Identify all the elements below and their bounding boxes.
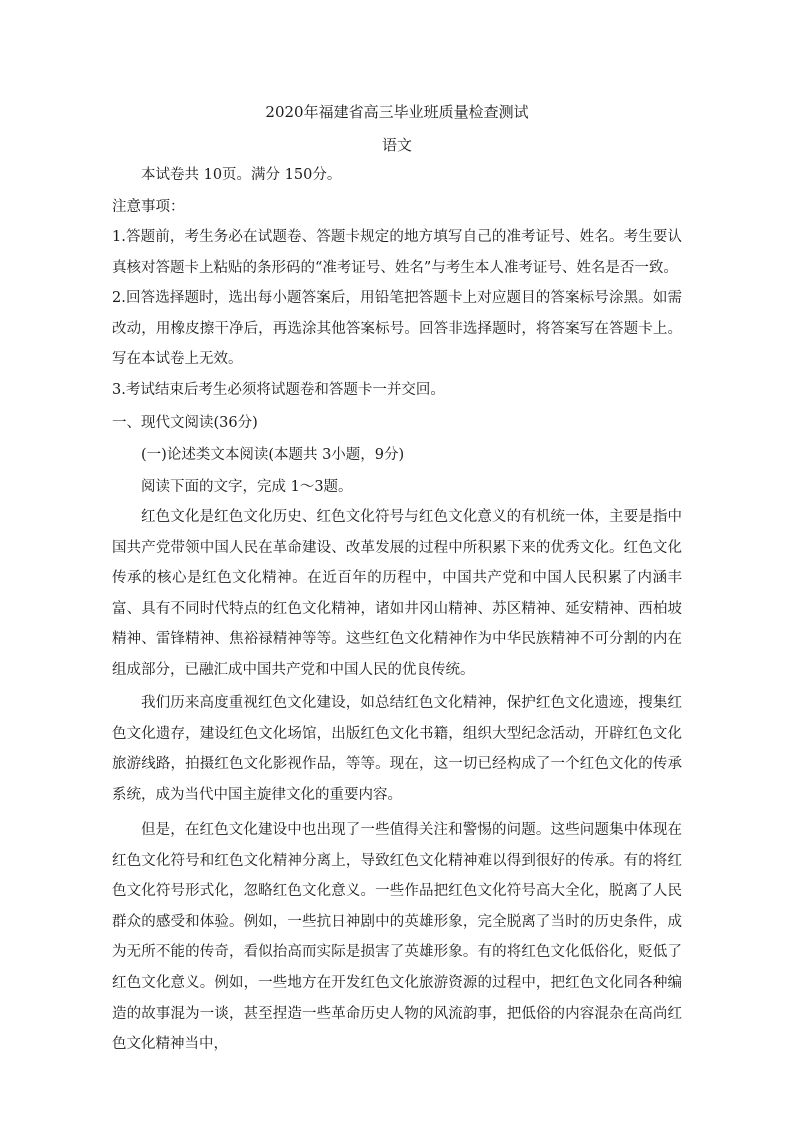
note-item: 2.回答选择题时，选出每小题答案后，用铅笔把答题卡上对应题目的答案标号涂黑。如需改动，用橡皮擦干净后，再选涂其他答案标号。回答非选择题时，将答案写在答题卡上。写在本试卷上无效。 — [112, 290, 682, 367]
passage-paragraph: 我们历来高度重视红色文化建设，如总结红色文化精神，保护红色文化遗迹，搜集红色文化遗存，建设红色文化场馆，出版红色文化书籍，组织大型纪念活动，开辟红色文化旅游线路，拍摄红色文化影视作品，等等。现在，这一切已经构成了一个红色文化的传承系统，成为当代中国主旋律文化的重要内容。 — [112, 695, 682, 803]
note-item: 1.答题前，考生务必在试题卷、答题卡规定的地方填写自己的准考证号、姓名。考生要认真核对答题卡上粘贴的条形码的“准考证号、姓名”与考生本人准考证号、姓名是否一致。 — [112, 229, 682, 276]
note-item: 3.考试结束后考生必须将试题卷和答题卡一并交回。 — [112, 381, 445, 398]
passage-paragraph: 红色文化是红色文化历史、红色文化符号与红色文化意义的有机统一体，主要是指中国共产党带领中国人民在革命建设、改革发展的过程中所积累下来的优秀文化。红色文化传承的核心是红色文化精神。在近百年的历程中，中国共产党和中国人民积累了内涵丰富、具有不同时代特点的红色文化精神，诸如井冈山精神、苏区精神、延安精神、西柏坡精神、雷锋精神、焦裕禄精神等等。这些红色文化精神作为中华民族精神不可分割的内在组成部分，已融汇成中国共产党和中国人民的优良传统。 — [112, 509, 682, 678]
notes-list — [112, 222, 682, 405]
reading-instruction: 阅读下面的文字，完成 1～3题。 — [141, 479, 353, 495]
exam-summary: 本试卷共 10页。满分 150分。 — [141, 167, 342, 183]
exam-title: 2020年福建省高三毕业班质量检查测试 — [265, 103, 529, 121]
section-subheading: (一)论述类文本阅读(本题共 3小题，9分) — [141, 447, 405, 463]
subject-title: 语文 — [381, 136, 412, 154]
passage-paragraph: 但是，在红色文化建设中也出现了一些值得关注和警惕的问题。这些问题集中体现在红色文化符号和红色文化精神分离上，导致红色文化精神难以得到很好的传承。有的将红色文化符号形式化，忽略红色文化意义。一些作品把红色文化符号高大全化，脱离了人民群众的感受和体验。例如，一些抗日神剧中的英雄形象，完全脱离了当时的历史条件，成为无所不能的传奇，看似抬高而实际是损害了英雄形象。有的将红色文化低俗化，贬低了红色文化意义。例如，一些地方在开发红色文化旅游资源的过程中，把红色文化同各种编造的故事混为一谈，甚至捏造一些革命历史人物的风流韵事，把低俗的内容混杂在高尚红色文化精神当中， — [112, 822, 682, 1053]
notes-heading: 注意事项： — [112, 199, 185, 215]
section-heading: 一、现代文阅读(36分) — [112, 415, 258, 431]
